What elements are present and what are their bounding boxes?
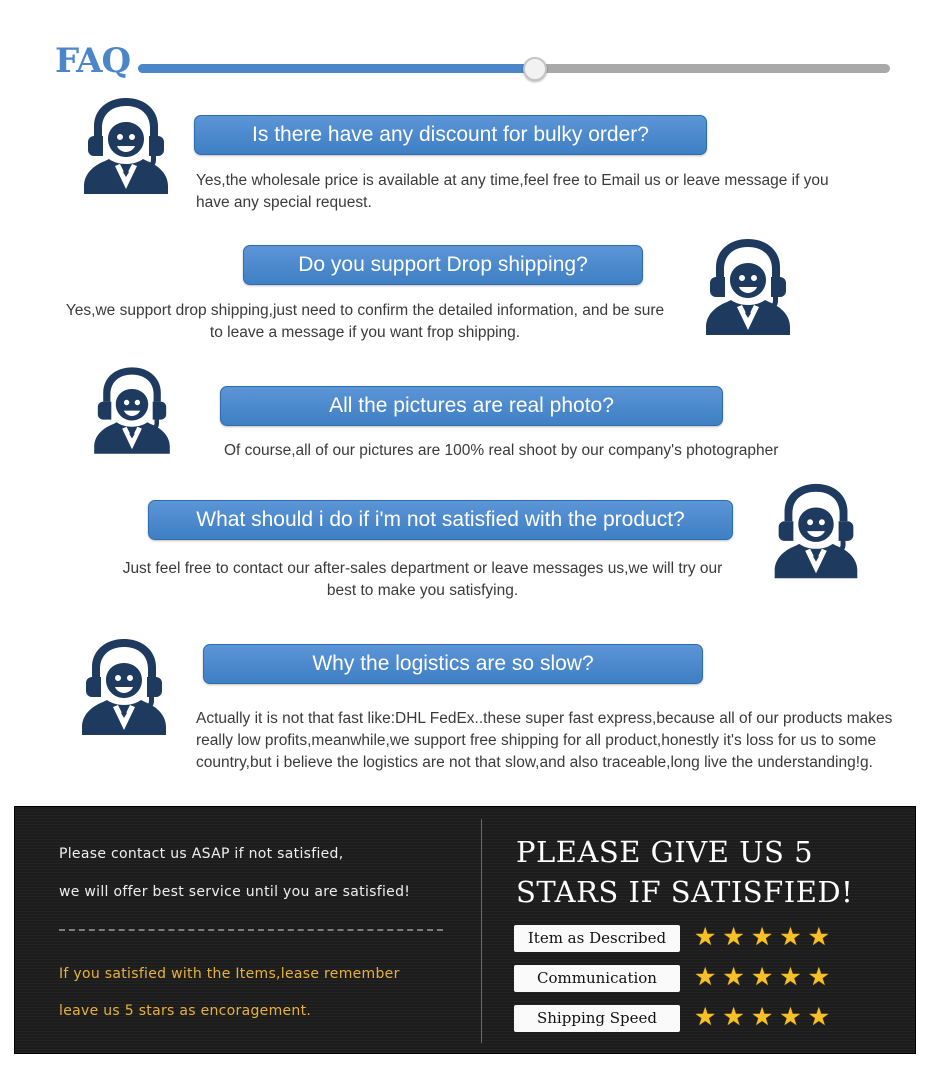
slider-knob[interactable] xyxy=(523,57,547,81)
customer-service-agent-icon xyxy=(692,228,804,358)
panel-rating-line-1: If you satisfied with the Items,lease remember xyxy=(59,966,400,982)
customer-service-agent-icon xyxy=(76,362,188,470)
panel-contact-line-1: Please contact us ASAP if not satisfied, xyxy=(59,846,344,862)
faq-question-5[interactable]: Why the logistics are so slow? xyxy=(203,644,703,684)
panel-right xyxy=(482,807,917,1055)
panel-dashed-divider xyxy=(59,929,443,931)
satisfaction-panel xyxy=(14,806,916,1054)
rating-stars-communication: ★★★★★ xyxy=(694,963,837,991)
rating-stars-shipping-speed: ★★★★★ xyxy=(694,1003,837,1031)
progress-slider[interactable] xyxy=(138,64,890,73)
rating-stars-item-as-described: ★★★★★ xyxy=(694,923,837,951)
faq-header xyxy=(0,18,930,81)
panel-left xyxy=(15,807,481,1055)
panel-headline-2: STARS IF SATISFIED! xyxy=(516,875,854,909)
rating-label-item-as-described: Item as Described xyxy=(514,925,680,952)
faq-answer-1: Yes,the wholesale price is available at any time,feel free to Email us or leave message if you have any special request. xyxy=(196,172,829,211)
rating-label-shipping-speed: Shipping Speed xyxy=(514,1005,680,1032)
customer-service-agent-icon xyxy=(760,478,872,596)
faq-question-4[interactable]: What should i do if i'm not satisfied with the product? xyxy=(148,500,733,540)
faq-question-1[interactable]: Is there have any discount for bulky order? xyxy=(194,115,707,155)
customer-service-agent-icon xyxy=(68,628,180,758)
page-title: FAQ xyxy=(55,41,131,81)
faq-answer-2: Yes,we support drop shipping,just need to confirm the detailed information, and be sure to leave a message if you want frop shipping. xyxy=(65,302,665,341)
faq-question-2[interactable]: Do you support Drop shipping? xyxy=(243,245,643,285)
panel-headline-1: PLEASE GIVE US 5 xyxy=(516,835,814,869)
faq-answer-4: Just feel free to contact our after-sales department or leave messages us,we will try our best to make you satisfying. xyxy=(122,560,723,599)
faq-answer-5: Actually it is not that fast like:DHL FedEx..these super fast express,because all of our products makes really low profits,meanwhile,we support free shipping for all product,honestly it's loss for us to some country,but i believe the logistics are not that slow,and also traceable,long live the understanding!g. xyxy=(196,710,893,771)
customer-service-agent-icon xyxy=(70,92,182,212)
faq-question-3[interactable]: All the pictures are real photo? xyxy=(220,386,723,426)
panel-contact-line-2: we will offer best service until you are satisfied! xyxy=(59,884,411,900)
rating-label-communication: Communication xyxy=(514,965,680,992)
slider-fill xyxy=(138,64,538,73)
panel-rating-line-2: leave us 5 stars as encoragement. xyxy=(59,1003,312,1019)
faq-answer-3: Of course,all of our pictures are 100% real shoot by our company's photographer xyxy=(224,442,779,459)
